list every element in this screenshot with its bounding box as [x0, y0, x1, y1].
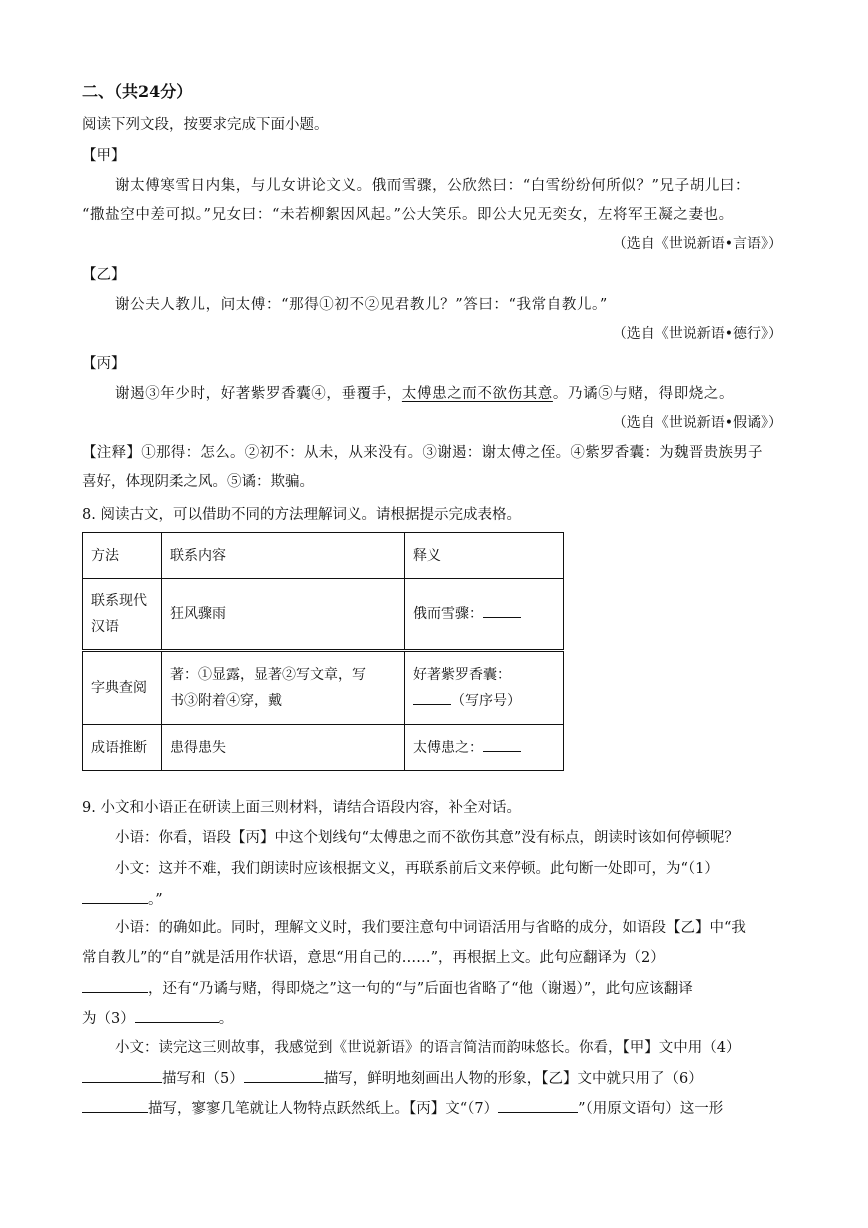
passage-bing-source: （选自《世说新语•假谲》）	[612, 415, 782, 431]
q8-prompt: 8. 阅读古文，可以借助不同的方法理解词义。请根据提示完成表格。	[82, 507, 521, 523]
answer-blank[interactable]	[483, 737, 521, 752]
passage-bing-label: 【丙】	[82, 356, 126, 372]
passage-jia-source: （选自《世说新语•言语》）	[612, 236, 782, 252]
table-header-row	[83, 533, 564, 579]
underlined-sentence: 太傅患之而不欲伤其意	[401, 386, 553, 402]
answer-blank-6[interactable]	[82, 1098, 148, 1113]
header-meaning: 释义	[405, 533, 564, 579]
header-method: 方法	[83, 533, 162, 579]
row3-meaning: 太傅患之：	[405, 725, 564, 771]
row1-content: 狂风骤雨	[162, 579, 405, 651]
passage-bing-text-after: 。乃谲⑤与赌，得即烧之。	[552, 386, 735, 402]
row3-method: 成语推断	[83, 725, 162, 771]
answer-blank-1[interactable]	[82, 889, 148, 904]
dialog-line-7: 为（3） 。	[82, 1008, 233, 1029]
section-title: 二、（共24分）	[82, 82, 193, 101]
row1-method: 联系现代 汉语	[83, 579, 162, 651]
dialog-line-8: 小文：读完这三则故事，我感觉到《世说新语》的语言简洁而韵味悠长。你看，【甲】文中用（4）	[115, 1040, 741, 1056]
dialog-line-6: ，还有“乃谲与赌，得即烧之”这一句的“与”后面也省略了“他（谢遏）”，此句应该翻译	[82, 978, 693, 999]
passage-jia-label: 【甲】	[82, 148, 126, 164]
notes-line-1: 【注释】①那得：怎么。②初不：从未，从来没有。③谢遏：谢太傅之侄。④紫罗香囊：为魏晋贵族男子	[82, 445, 763, 461]
row3-content: 患得患失	[162, 725, 405, 771]
passage-jia-line-1: 谢太傅寒雪日内集，与儿女讲论文义。俄而雪骤，公欣然曰：“白雪纷纷何所似？”兄子胡儿曰：	[115, 178, 751, 194]
header-content: 联系内容	[162, 533, 405, 579]
dialog-line-5: 常自教儿”的“自”就是活用作状语，意思“用自己的……”，再根据上文。此句应翻译为（2）	[82, 950, 665, 966]
dialog-line-9: 描写和（5） 描写，鲜明地刻画出人物的形象，【乙】文中就只用了（6）	[82, 1068, 703, 1089]
answer-blank-5[interactable]	[244, 1068, 324, 1083]
passage-bing-text-before: 谢遏③年少时，好著紫罗香囊④，垂覆手，	[115, 386, 402, 402]
passage-yi-label: 【乙】	[82, 267, 126, 283]
dialog-line-10: 描写，寥寥几笔就让人物特点跃然纸上。【丙】文“（7） ”（用原文语句）这一形	[82, 1098, 723, 1119]
dialog-line-3: 。”	[82, 889, 163, 910]
q8-table	[82, 532, 564, 771]
answer-blank-3[interactable]	[135, 1008, 219, 1023]
row2-meaning: 好著紫罗香囊： （写序号）	[405, 651, 564, 725]
answer-blank[interactable]	[483, 603, 521, 618]
dialog-line-2: 小文：这并不难，我们朗读时应该根据文义，再联系前后文来停顿。此句断一处即可，为“（1）	[115, 861, 719, 877]
instruction: 阅读下列文段，按要求完成下面小题。	[82, 117, 329, 133]
table-row	[83, 725, 564, 771]
row1-meaning: 俄而雪骤：	[405, 579, 564, 651]
table-row	[83, 651, 564, 725]
row2-method: 字典查阅	[83, 651, 162, 725]
passage-yi-line-1: 谢公夫人教儿，问太傅：“那得①初不②见君教儿？”答曰：“我常自教儿。”	[115, 297, 608, 313]
passage-bing-line-1	[115, 384, 734, 404]
dialog-line-1: 小语：你看，语段【丙】中这个划线句“太傅患之而不欲伤其意”没有标点，朗读时该如何停顿呢？	[115, 830, 739, 846]
answer-blank-2[interactable]	[82, 978, 148, 993]
q9-prompt: 9. 小文和小语正在研读上面三则材料，请结合语段内容，补全对话。	[82, 800, 521, 816]
table-row	[83, 579, 564, 651]
row2-content: 著：①显露，显著②写文章，写 书③附着④穿，戴	[162, 651, 405, 725]
dialog-line-4: 小语：的确如此。同时，理解文义时，我们要注意句中词语活用与省略的成分，如语段【乙】中“我	[115, 920, 746, 936]
notes-line-2: 喜好，体现阴柔之风。⑤谲：欺骗。	[82, 474, 314, 490]
passage-jia-line-2: “撒盐空中差可拟。”兄女曰：“未若柳絮因风起。”公大笑乐。即公大兄无奕女，左将军王凝之妻也。	[82, 207, 734, 223]
answer-blank[interactable]	[413, 690, 451, 705]
answer-blank-4[interactable]	[82, 1068, 162, 1083]
passage-yi-source: （选自《世说新语•德行》）	[612, 326, 782, 342]
answer-blank-7[interactable]	[498, 1098, 578, 1113]
